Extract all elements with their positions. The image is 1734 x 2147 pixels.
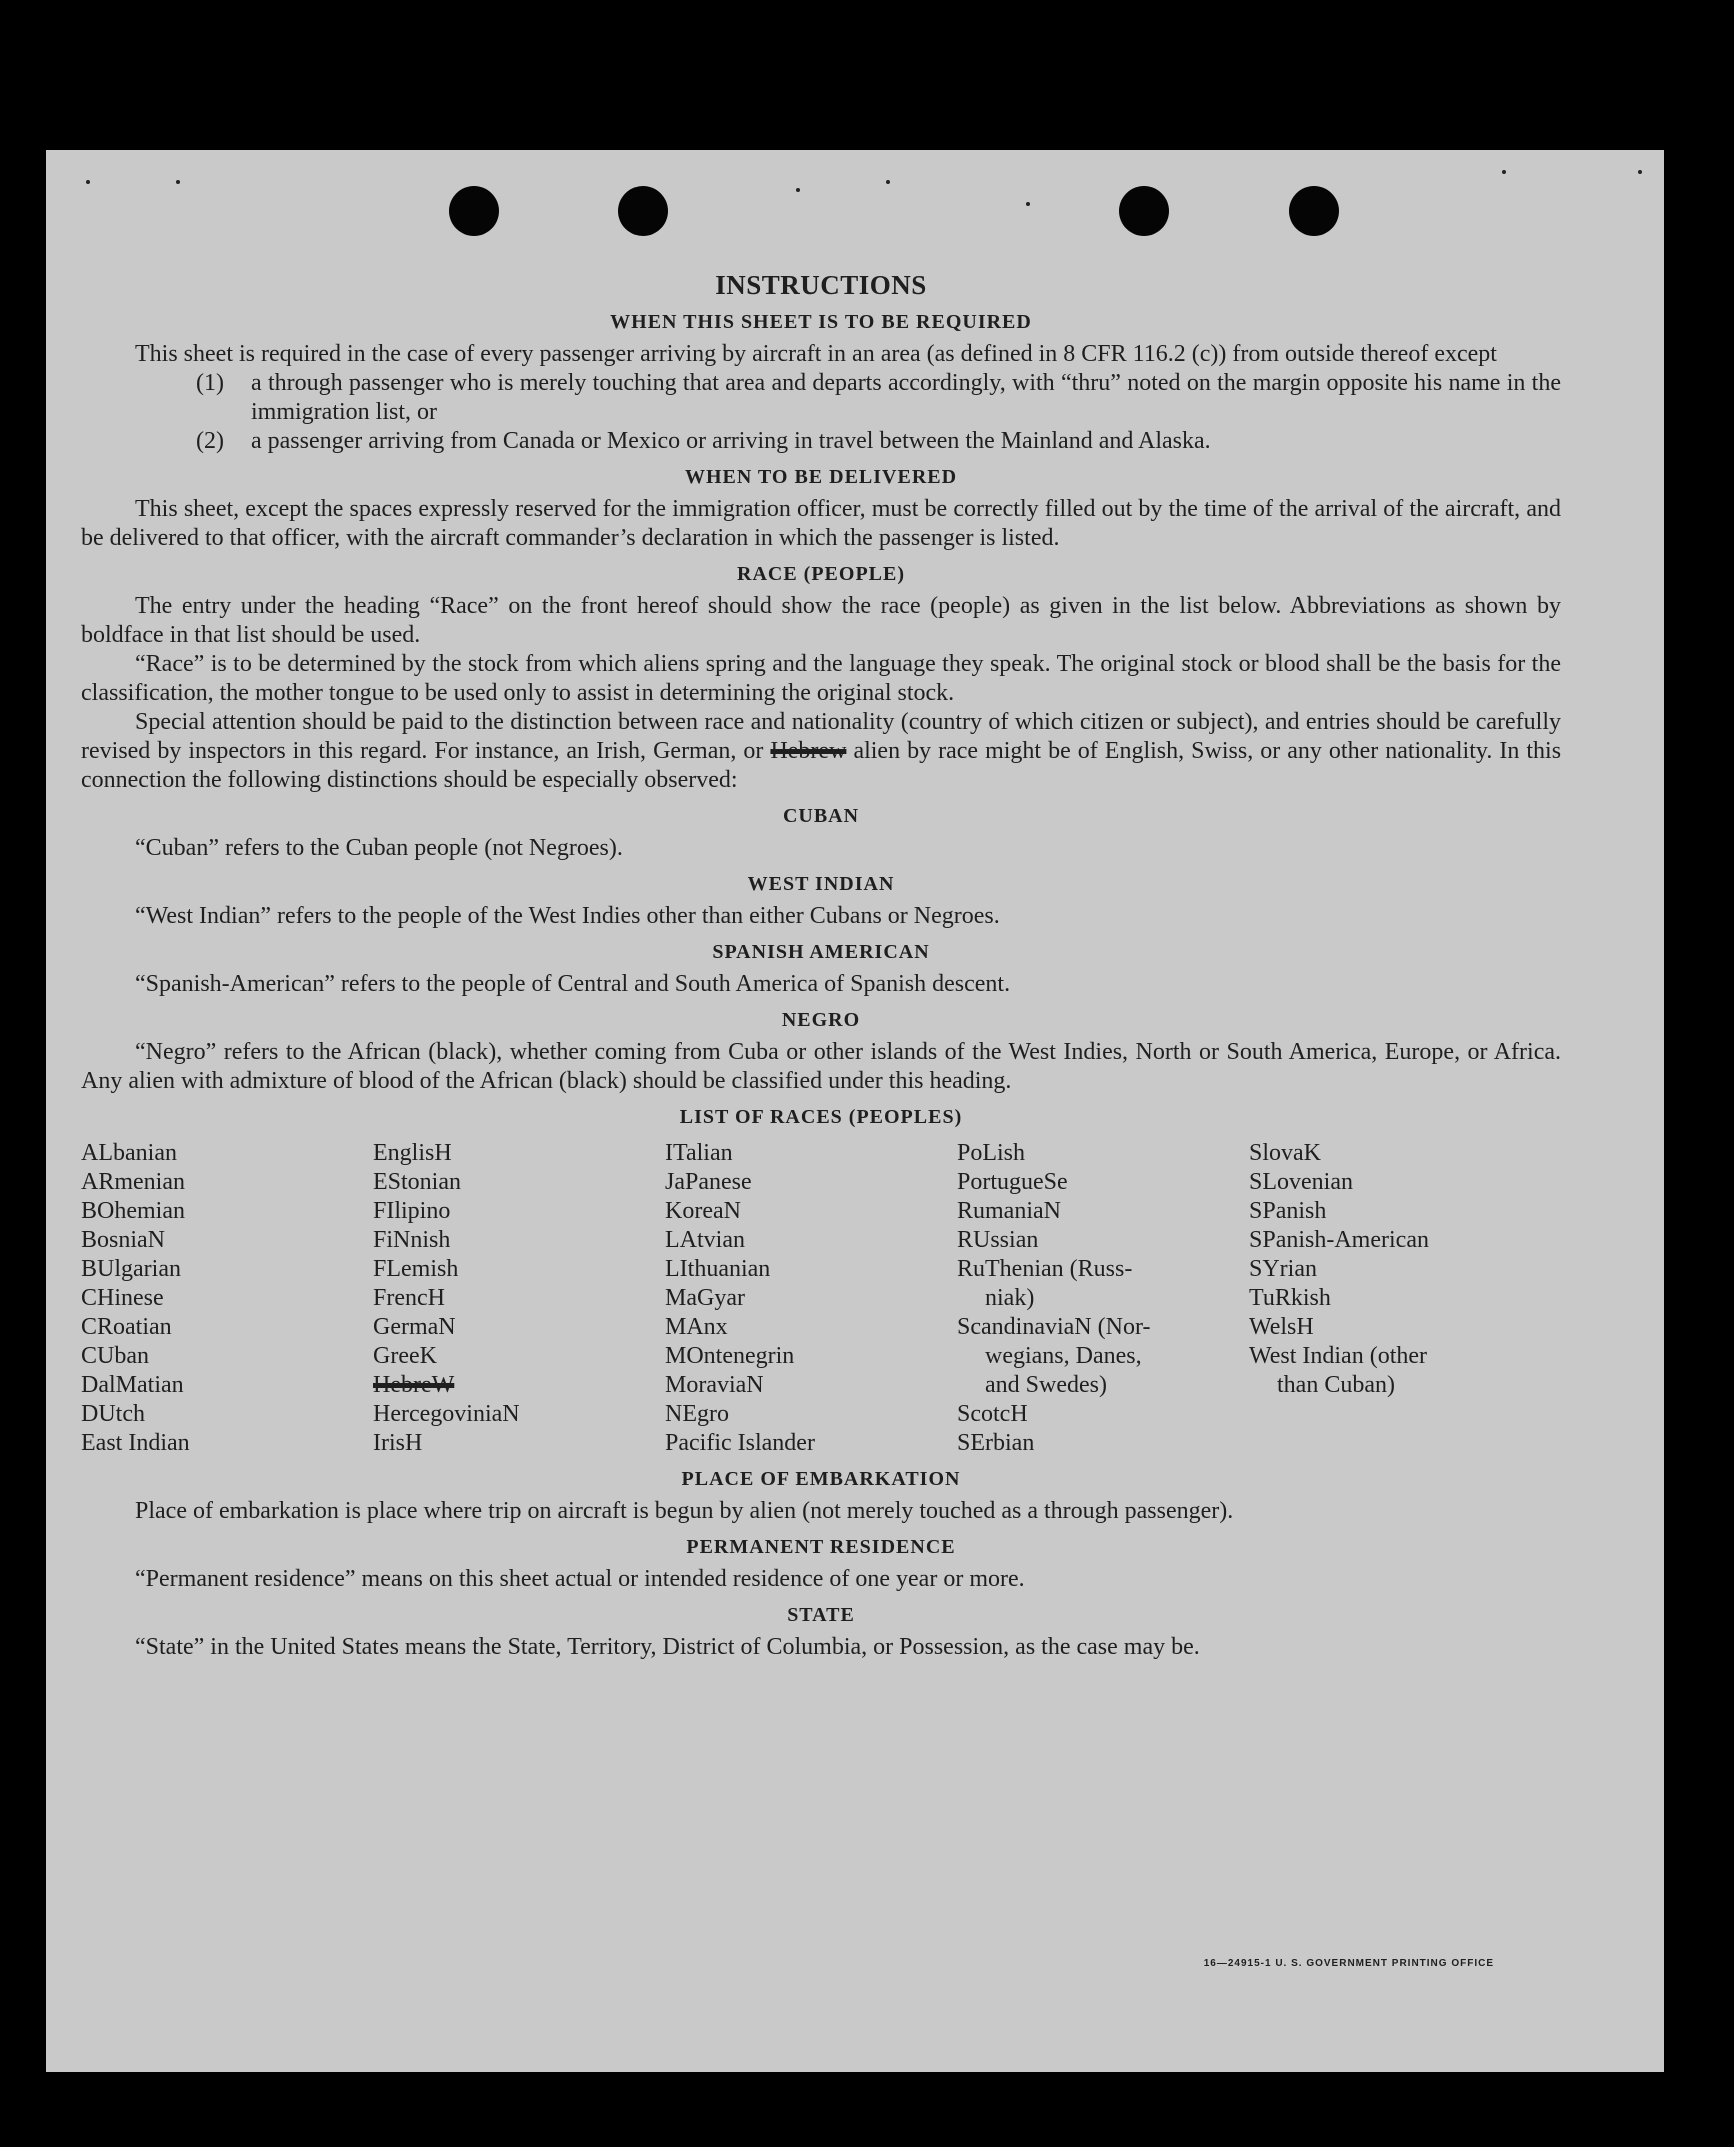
heading-west-indian: WEST INDIAN xyxy=(747,873,895,895)
race-entry: SPanish xyxy=(1249,1198,1327,1224)
race-entry: CRoatian xyxy=(81,1314,172,1340)
heading-cuban: CUBAN xyxy=(782,805,860,827)
race-entry: IrisH xyxy=(373,1430,423,1456)
heading-residence: PERMANENT RESIDENCE xyxy=(686,1536,956,1558)
race-entry: FrencH xyxy=(373,1285,445,1311)
cuban-text: “Cuban” refers to the Cuban people (not Negroes). xyxy=(135,835,623,861)
speck xyxy=(86,180,90,184)
negro-text: “Negro” refers to the African (black), whether coming from Cuba or other islands of the West Indies, North or South America, Europe, or Africa. Any alien with admixture of blood of the African (black) should be classified under this heading. xyxy=(81,1039,1561,1094)
race-paragraph-3 xyxy=(81,708,1561,795)
race-entry-struck: HebreW xyxy=(373,1372,455,1398)
race-entry-continuation: and Swedes) xyxy=(985,1372,1107,1398)
heading-embarkation: PLACE OF EMBARKATION xyxy=(681,1468,961,1490)
struck-word: Hebrew xyxy=(770,738,847,764)
item-number: (1) xyxy=(196,370,224,396)
race-entry: BUlgarian xyxy=(81,1256,181,1282)
race-entry: ALbanian xyxy=(81,1140,177,1166)
race-entry: SErbian xyxy=(957,1430,1035,1456)
race-entry-continuation: wegians, Danes, xyxy=(985,1343,1142,1369)
race-entry: TuRkish xyxy=(1249,1285,1331,1311)
race-entry: MoraviaN xyxy=(665,1372,764,1398)
race-entry: DUtch xyxy=(81,1401,145,1427)
race-entry: DalMatian xyxy=(81,1372,184,1398)
races-list xyxy=(81,1139,1561,1458)
punch-hole xyxy=(618,186,668,236)
race-entry: ITalian xyxy=(665,1140,733,1166)
races-column xyxy=(373,1139,665,1458)
race-entry: MaGyar xyxy=(665,1285,745,1311)
race-entry: EStonian xyxy=(373,1169,461,1195)
heading-spanish-american: SPANISH AMERICAN xyxy=(712,941,930,963)
list-item xyxy=(81,427,1561,456)
race-p3-start: Special attention should be paid to the distinction between race and nationality (country of which citizen or subject), and entries should be carefully revised by inspectors in this regard. For instance, an Irish, German, or xyxy=(81,709,1561,764)
speck xyxy=(1638,170,1642,174)
race-entry: WelsH xyxy=(1249,1314,1314,1340)
race-entry-continuation: than Cuban) xyxy=(1277,1372,1395,1398)
race-entry: JaPanese xyxy=(665,1169,752,1195)
heading-race: RACE (PEOPLE) xyxy=(737,563,905,585)
heading-state: STATE xyxy=(787,1604,855,1626)
page-title: INSTRUCTIONS xyxy=(715,270,927,300)
race-entry: LIthuanian xyxy=(665,1256,771,1282)
west-indian-text: “West Indian” refers to the people of the West Indies other than either Cubans or Negroes. xyxy=(135,903,1000,929)
race-entry: RUssian xyxy=(957,1227,1039,1253)
printer-imprint: 16—24915-1 U. S. GOVERNMENT PRINTING OFFICE xyxy=(1203,1958,1494,1969)
race-entry: West Indian (other xyxy=(1249,1343,1428,1369)
speck xyxy=(1026,202,1030,206)
race-entry: PoLish xyxy=(957,1140,1026,1166)
punch-hole xyxy=(1119,186,1169,236)
race-entry: Pacific Islander xyxy=(665,1430,815,1456)
race-entry: EnglisH xyxy=(373,1140,452,1166)
race-entry: SlovaK xyxy=(1249,1140,1321,1166)
required-intro: This sheet is required in the case of every passenger arriving by aircraft in an area (as defined in 8 CFR 116.2 (c)) from outside thereof except xyxy=(135,341,1497,367)
list-item xyxy=(81,369,1561,427)
race-entry: PortugueSe xyxy=(957,1169,1068,1195)
instructions-body xyxy=(81,270,1561,1662)
document-page xyxy=(46,150,1664,2072)
race-entry: BosniaN xyxy=(81,1227,165,1253)
residence-text: “Permanent residence” means on this sheet actual or intended residence of one year or more. xyxy=(135,1566,1025,1592)
race-entry: FLemish xyxy=(373,1256,459,1282)
speck xyxy=(1502,170,1506,174)
race-entry: GreeK xyxy=(373,1343,437,1369)
delivered-text: This sheet, except the spaces expressly reserved for the immigration officer, must be correctly filled out by the time of the arrival of the aircraft, and be delivered to that officer, with the aircraft commander’s declaration in which the passenger is listed. xyxy=(81,496,1561,551)
race-p3-end: alien by race might be of English, Swiss, or any other nationality. In this connection the following distinctions should be especially observed: xyxy=(81,738,1562,793)
race-entry: FiNnish xyxy=(373,1227,451,1253)
race-entry: KoreaN xyxy=(665,1198,741,1224)
speck xyxy=(886,180,890,184)
item-text: a through passenger who is merely touching that area and departs accordingly, with “thru” noted on the margin opposite his name in the immigration list, or xyxy=(251,370,1561,425)
races-column xyxy=(1249,1139,1541,1458)
punch-hole xyxy=(1289,186,1339,236)
race-entry: MAnx xyxy=(665,1314,728,1340)
race-entry: SYrian xyxy=(1249,1256,1317,1282)
race-entry: BOhemian xyxy=(81,1198,185,1224)
state-text: “State” in the United States means the State, Territory, District of Columbia, or Possession, as the case may be. xyxy=(135,1634,1200,1660)
race-entry: RuThenian (Russ- xyxy=(957,1256,1133,1282)
punch-hole xyxy=(449,186,499,236)
race-entry: GermaN xyxy=(373,1314,456,1340)
embarkation-text: Place of embarkation is place where trip on aircraft is begun by alien (not merely touched as a through passenger). xyxy=(135,1498,1234,1524)
race-entry: NEgro xyxy=(665,1401,729,1427)
race-entry: ScotcH xyxy=(957,1401,1028,1427)
item-number: (2) xyxy=(196,428,224,454)
speck xyxy=(796,188,800,192)
races-column xyxy=(81,1139,373,1458)
race-entry: FIlipino xyxy=(373,1198,451,1224)
heading-delivered: WHEN TO BE DELIVERED xyxy=(684,466,958,488)
heading-negro: NEGRO xyxy=(781,1009,861,1031)
speck xyxy=(176,180,180,184)
race-entry: CHinese xyxy=(81,1285,164,1311)
race-entry: RumaniaN xyxy=(957,1198,1061,1224)
races-column xyxy=(957,1139,1249,1458)
race-paragraph-2: “Race” is to be determined by the stock from which aliens spring and the language they speak. The original stock or blood shall be the basis for the classification, the mother tongue to be used only to assist in determining the original stock. xyxy=(81,651,1561,706)
race-entry: SPanish-American xyxy=(1249,1227,1429,1253)
race-paragraph-1: The entry under the heading “Race” on the front hereof should show the race (people) as given in the list below. Abbreviations as shown by boldface in that list should be used. xyxy=(81,593,1561,648)
item-text: a passenger arriving from Canada or Mexico or arriving in travel between the Mainland and Alaska. xyxy=(251,428,1211,454)
race-entry: East Indian xyxy=(81,1430,190,1456)
race-entry: ARmenian xyxy=(81,1169,185,1195)
spanish-american-text: “Spanish-American” refers to the people of Central and South America of Spanish descent. xyxy=(135,971,1011,997)
race-entry: ScandinaviaN (Nor- xyxy=(957,1314,1151,1340)
race-entry-continuation: niak) xyxy=(985,1285,1035,1311)
races-column xyxy=(665,1139,957,1458)
heading-races-list: LIST OF RACES (PEOPLES) xyxy=(679,1106,963,1128)
race-entry: HercegoviniaN xyxy=(373,1401,520,1427)
heading-required: WHEN THIS SHEET IS TO BE REQUIRED xyxy=(610,311,1032,333)
race-entry: CUban xyxy=(81,1343,149,1369)
race-entry: SLovenian xyxy=(1249,1169,1353,1195)
race-entry: LAtvian xyxy=(665,1227,745,1253)
race-entry: MOntenegrin xyxy=(665,1343,795,1369)
